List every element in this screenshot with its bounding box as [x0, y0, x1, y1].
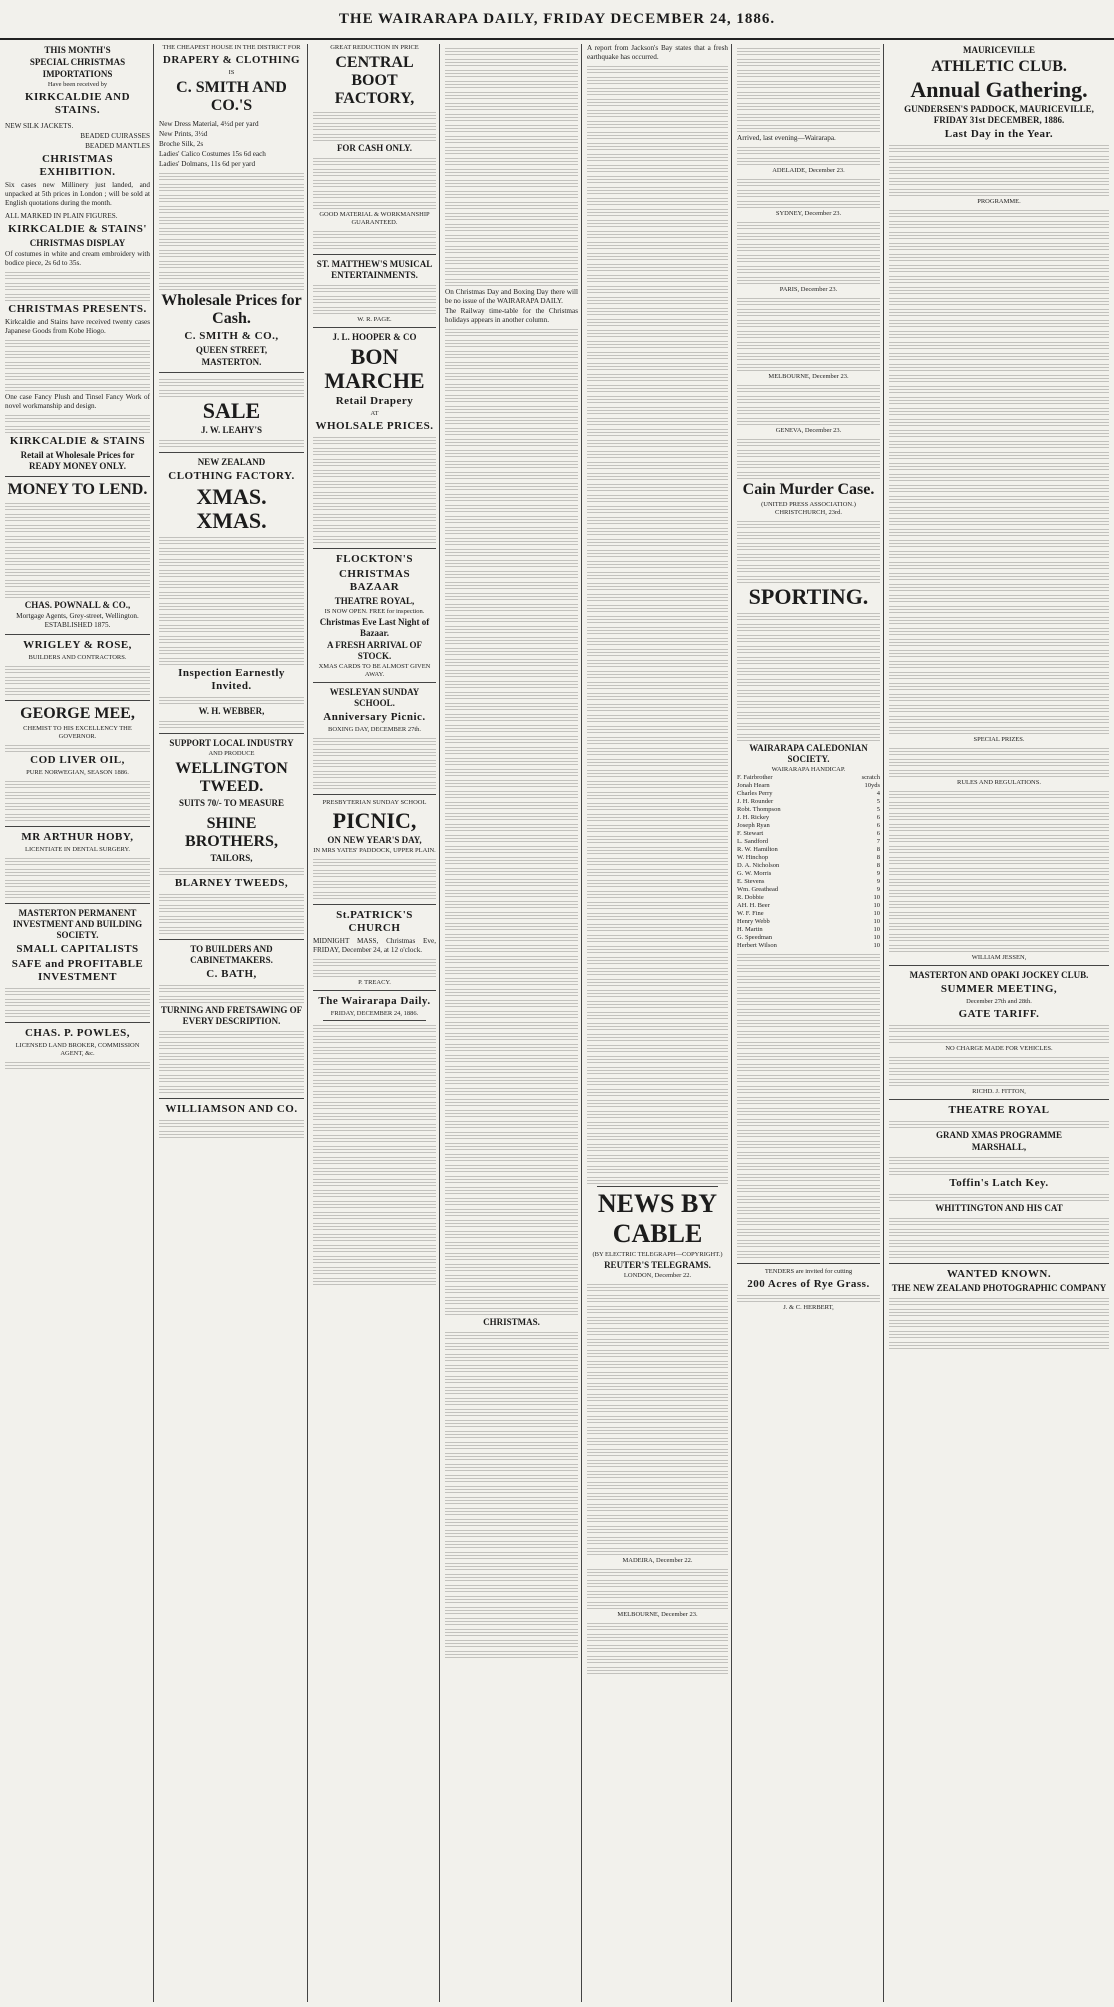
gate-heading: GATE TARIFF.: [958, 1008, 1040, 1020]
cod-sub: PURE NORWEGIAN, SEASON 1886.: [26, 769, 129, 776]
runner-name: H. Martin: [737, 926, 763, 933]
williamson-advert: [159, 1103, 304, 1143]
hooper-name: J. L. HOOPER & CO: [332, 332, 417, 342]
at-line: AT: [370, 410, 379, 417]
webber-name: W. H. WEBBER,: [198, 706, 265, 716]
runner-row: [737, 838, 880, 846]
runner-name: AH. H. Beer: [737, 902, 770, 909]
musical-heading: ST. MATTHEW'S MUSICAL ENTERTAINMENTS.: [316, 259, 433, 280]
runner-handicap: 8: [876, 854, 880, 861]
runner-handicap: 9: [876, 870, 880, 877]
runner-row: [737, 798, 880, 806]
editorial-section: [313, 995, 436, 1290]
blarney-heading: BLARNEY TWEEDS,: [174, 877, 289, 889]
queen-street: QUEEN STREET,: [195, 345, 268, 355]
received-by: Have been received by: [47, 81, 108, 88]
item-line: BEADED MANTLES: [85, 142, 150, 150]
column-4: [442, 44, 582, 2002]
melbourne-dateline-6: MELBOURNE, December 23.: [768, 373, 849, 380]
support-line: SUPPORT LOCAL INDUSTRY: [169, 738, 294, 748]
secretary-name: WILLIAM JESSEN,: [971, 954, 1027, 961]
news-by-cable: NEWS BY CABLE: [597, 1189, 718, 1248]
runner-handicap: 6: [876, 822, 880, 829]
annual-heading: Annual Gathering.: [910, 77, 1088, 102]
bon-heading: BON MARCHE: [324, 344, 425, 393]
wholesale-heading: Wholesale Prices for Cash.: [161, 292, 302, 327]
paper-date: FRIDAY, DECEMBER 24, 1886.: [330, 1010, 419, 1017]
handicap-results: [737, 774, 880, 950]
runner-row: [737, 870, 880, 878]
display-text: Of costumes in white and cream embroidery with bodice piece, 2s 6d to 35s.: [5, 250, 150, 267]
price-line: Broche Silk, 2s: [159, 140, 204, 148]
cheapest-line: THE CHEAPEST HOUSE IN THE DISTRICT FOR: [162, 44, 301, 51]
madeira-dateline: MADEIRA, December 22.: [622, 1557, 693, 1564]
society-name: MASTERTON PERMANENT INVESTMENT AND BUILDING SOCIETY.: [12, 908, 143, 940]
runner-row: [737, 790, 880, 798]
runner-handicap: 10: [873, 918, 880, 925]
runner-name: Jonah Hearn: [737, 782, 770, 789]
runner-handicap: 6: [876, 814, 880, 821]
runner-handicap: 4: [876, 790, 880, 797]
melbourne-dateline: MELBOURNE, December 23.: [617, 1611, 698, 1618]
runner-row: [737, 854, 880, 862]
runner-name: Charles Perry: [737, 790, 773, 797]
runner-row: [737, 934, 880, 942]
newyear-line: ON NEW YEAR'S DAY,: [327, 835, 422, 845]
paper-title: The Wairarapa Daily.: [318, 995, 431, 1007]
runner-row: [737, 846, 880, 854]
eve-line: Christmas Eve Last Night of Bazaar.: [319, 617, 430, 638]
price-line: Ladies' Dolmans, 11s 6d per yard: [159, 160, 256, 168]
london-dateline: LONDON, December 22.: [623, 1272, 692, 1279]
good-line: GOOD MATERIAL & WORKMANSHIP GUARANTEED.: [319, 211, 430, 226]
powles-name: CHAS. P. POWLES,: [24, 1027, 131, 1039]
flockton-name: FLOCKTON'S: [336, 553, 413, 565]
small-capitalists: SMALL CAPITALISTS: [16, 943, 139, 955]
is-line: IS: [228, 69, 235, 76]
intercolonial-news: [737, 46, 880, 1264]
runner-handicap: 10: [873, 902, 880, 909]
treacy-name: P. TREACY.: [358, 979, 391, 986]
cain-sub: (UNITED PRESS ASSOCIATION.): [761, 501, 856, 508]
wrigley-advert: [5, 639, 150, 701]
column-1: [2, 44, 154, 2002]
runner-name: G. Speedman: [737, 934, 773, 941]
masterton-line: MASTERTON.: [201, 357, 262, 367]
smith-name: C. SMITH AND CO.'S: [176, 79, 287, 114]
runner-row: [737, 918, 880, 926]
sydney-dateline: SYDNEY, December 23.: [775, 210, 842, 217]
runner-name: Herbert Wilson: [737, 942, 777, 949]
building-society-advert: [5, 908, 150, 1023]
retail-line: Retail at Wholesale Prices for READY MONEY ONLY.: [20, 450, 135, 471]
open-line: IS NOW OPEN. FREE for inspection.: [324, 608, 425, 615]
leahy-name: J. W. LEAHY'S: [200, 425, 263, 435]
runner-handicap: 10: [873, 894, 880, 901]
special-heading: SPECIAL CHRISTMAS: [29, 57, 126, 67]
athletic-heading: ATHLETIC CLUB.: [931, 58, 1067, 75]
cash-line: FOR CASH ONLY.: [336, 143, 413, 153]
runner-row: [737, 782, 880, 790]
column-2: [156, 44, 308, 2002]
vehicles-line: NO CHARGE MADE FOR VEHICLES.: [945, 1045, 1053, 1052]
boxing-line: BOXING DAY, DECEMBER 27th.: [328, 726, 421, 733]
runner-handicap: 8: [876, 862, 880, 869]
item-line: BEADED CUIRASSES: [80, 132, 150, 140]
runner-handicap: 10: [873, 942, 880, 949]
runner-name: E. Stevens: [737, 878, 765, 885]
column-5: [584, 44, 732, 2002]
handicap-heading: WAIRARAPA HANDICAP.: [771, 766, 846, 773]
cain-heading: Cain Murder Case.: [742, 481, 875, 498]
runner-handicap: 10: [873, 910, 880, 917]
runner-row: [737, 814, 880, 822]
runner-row: [737, 878, 880, 886]
theatre-line: THEATRE ROYAL,: [334, 596, 415, 606]
jockey-heading: MASTERTON AND OPAKI JOCKEY CLUB.: [909, 970, 1089, 980]
fitton-name: RICHD. J. FITTON,: [972, 1088, 1026, 1095]
editorial-column: [445, 46, 578, 1663]
runner-name: F. Fairbrother: [737, 774, 773, 781]
whittington-heading: WHITTINGTON AND HIS CAT: [935, 1203, 1063, 1213]
anniversary-heading: Anniversary Picnic.: [323, 711, 426, 723]
acres-heading: 200 Acres of Rye Grass.: [747, 1278, 870, 1290]
runner-name: W. F. Fine: [737, 910, 764, 917]
timetable-note: The Railway time-table for the Christmas holidays appears in another column.: [445, 307, 578, 324]
wesleyan-heading: WESLEYAN SUNDAY SCHOOL.: [329, 687, 420, 708]
importations-heading: IMPORTATIONS: [42, 69, 113, 79]
no-issue-note: On Christmas Day and Boxing Day there will be no issue of the WAIRARAPA DAILY.: [445, 288, 578, 305]
runner-handicap: scratch: [861, 774, 880, 781]
mee-name: GEORGE MEE,: [20, 705, 135, 722]
runner-handicap: 9: [876, 886, 880, 893]
jackson-report: A report from Jackson's Bay states that a fresh earthquake has occurred.: [587, 44, 728, 61]
presbyterian-advert: [313, 799, 436, 905]
kirkcaldie-advert: [5, 45, 150, 477]
firm-name-2: KIRKCALDIE & STAINS': [8, 223, 147, 235]
theatre-advert: [889, 1104, 1109, 1264]
price-line: New Dress Material, 4½d per yard: [159, 120, 259, 128]
news-column: [587, 44, 728, 1679]
mee-sub: CHEMIST TO HIS EXCELLENCY THE GOVERNOR.: [23, 725, 132, 740]
runner-name: J. H. Rickey: [737, 814, 770, 821]
money-advert: [5, 481, 150, 635]
hoby-sub: LICENTIATE IN DENTAL SURGERY.: [25, 846, 130, 853]
paddock-line: GUNDERSEN'S PADDOCK, MAURICEVILLE, FRIDAY 31st DECEMBER, 1886.: [904, 104, 1094, 125]
runner-row: [737, 886, 880, 894]
reuter-heading: REUTER'S TELEGRAMS.: [604, 1260, 711, 1270]
runner-name: J. H. Rounder: [737, 798, 774, 805]
runner-name: L. Sandford: [737, 838, 769, 845]
money-heading: MONEY TO LEND.: [7, 481, 148, 498]
last-day-line: Last Day in the Year.: [944, 128, 1054, 140]
musical-advert: [313, 259, 436, 328]
wanted-heading: WANTED KNOWN.: [946, 1268, 1052, 1280]
stpatrick-heading: St.PATRICK'S CHURCH: [336, 909, 413, 934]
leahy-advert: [159, 377, 304, 453]
photo-advert: [889, 1268, 1109, 1354]
exhibition-text: Six cases new Millinery just landed, and unpacked at 5th prices in London ; will be sold at English quotations during the month.: [5, 181, 150, 207]
runner-handicap: 6: [876, 830, 880, 837]
bath-advert: [159, 944, 304, 1099]
runner-handicap: 8: [876, 846, 880, 853]
shine-name: SHINE BROTHERS,: [185, 815, 278, 850]
cod-heading: COD LIVER OIL,: [30, 754, 125, 766]
runner-name: W. Hinchop: [737, 854, 769, 861]
hoby-name: MR ARTHUR HOBY,: [21, 831, 134, 843]
item-line: NEW SILK JACKETS.: [5, 122, 74, 130]
smith-advert: [159, 44, 304, 373]
runner-name: R. Dobbie: [737, 894, 764, 901]
price-line: New Prints, 3½d: [159, 130, 208, 138]
presents-heading: CHRISTMAS PRESENTS.: [8, 303, 147, 315]
runner-row: [737, 902, 880, 910]
runner-row: [737, 894, 880, 902]
picnic-heading: PICNIC,: [332, 808, 417, 833]
produce-line: AND PRODUCE: [208, 750, 255, 757]
caledonian-heading: WAIRARAPA CALEDONIAN SOCIETY.: [749, 743, 868, 764]
summer-date: December 27th and 28th.: [966, 998, 1032, 1005]
tweed-advert: [159, 738, 304, 940]
boot-factory-advert: [313, 44, 436, 255]
williamson-name: WILLIAMSON AND CO.: [165, 1103, 298, 1115]
jockey-advert: [889, 970, 1109, 1100]
runner-row: [737, 822, 880, 830]
wrigley-sub: BUILDERS AND CONTRACTORS.: [28, 654, 127, 661]
inspection-line: Inspection Earnestly Invited.: [178, 667, 285, 692]
builders-heading: TO BUILDERS AND CABINETMAKERS.: [190, 944, 273, 965]
smith-name-2: C. SMITH & CO.,: [184, 330, 279, 342]
tailors-line: TAILORS,: [210, 853, 253, 863]
runner-handicap: 7: [876, 838, 880, 845]
powles-advert: [5, 1027, 150, 1074]
paris-dateline: PARIS, December 23.: [779, 286, 838, 293]
arrived-line: Arrived, last evening—Wairarapa.: [737, 134, 836, 142]
bazaar-heading: CHRISTMAS BAZAAR: [338, 568, 411, 593]
runner-name: D. A. Nicholson: [737, 862, 780, 869]
theatre-heading: THEATRE ROYAL: [948, 1104, 1050, 1116]
geneva-dateline: GENEVA, December 23.: [775, 427, 842, 434]
arrival-line: A FRESH ARRIVAL OF STOCK.: [326, 640, 423, 661]
bazaar-advert: [313, 553, 436, 683]
sporting-heading: SPORTING.: [748, 584, 869, 609]
runner-handicap: 9: [876, 878, 880, 885]
runner-handicap: 10: [873, 934, 880, 941]
safe-investment: SAFE and PROFITABLE INVESTMENT: [11, 958, 144, 983]
xmas-heading: XMAS. XMAS.: [196, 484, 267, 533]
runner-name: R. W. Hamilton: [737, 846, 778, 853]
marked-line: ALL MARKED IN PLAIN FIGURES.: [5, 212, 118, 220]
tweed-heading: WELLINGTON TWEED.: [175, 760, 288, 795]
cards-line: XMAS CARDS TO BE ALMOST GIVEN AWAY.: [318, 663, 431, 678]
tenders-line: TENDERS are invited for cutting: [764, 1268, 853, 1275]
runner-row: [737, 926, 880, 934]
runner-name: Robt. Thompson: [737, 806, 781, 813]
mauriceville-heading: MAURICEVILLE: [962, 45, 1035, 55]
midnight-text: MIDNIGHT MASS, Christmas Eve, FRIDAY, December 24, at 12 o'clock.: [313, 937, 436, 954]
runner-name: G. W. Morris: [737, 870, 772, 877]
summer-heading: SUMMER MEETING,: [940, 983, 1058, 995]
new-zealand: NEW ZEALAND: [197, 457, 266, 467]
factory-heading: CLOTHING FACTORY.: [168, 470, 295, 482]
tender-advert: [737, 1268, 880, 1315]
christchurch-dateline: CHRISTCHURCH, 23rd.: [775, 509, 842, 516]
presby-heading: PRESBYTERIAN SUNDAY SCHOOL: [322, 799, 427, 806]
sale-heading: SALE: [202, 398, 261, 423]
runner-row: [737, 942, 880, 950]
powles-sub: LICENSED LAND BROKER, COMMISSION AGENT, &c.: [15, 1042, 140, 1057]
runner-name: F. Stewart: [737, 830, 764, 837]
runner-name: Henry Webb: [737, 918, 770, 925]
display-heading: CHRISTMAS DISPLAY: [29, 238, 126, 248]
exhibition-heading: CHRISTMAS EXHIBITION.: [39, 153, 116, 178]
presents-text: Kirkcaldie and Stains have received twenty cases Japanese Goods from Kobe Hiogo.: [5, 318, 150, 335]
runner-handicap: 5: [876, 798, 880, 805]
runner-handicap: 5: [876, 806, 880, 813]
price-line: Ladies' Calico Costumes 15s 6d each: [159, 150, 266, 158]
photo-heading: THE NEW ZEALAND PHOTOGRAPHIC COMPANY: [891, 1283, 1107, 1293]
bath-name: C. BATH,: [206, 968, 257, 980]
yates-line: IN MRS YATES' PADDOCK, UPPER PLAIN.: [313, 847, 436, 854]
central-heading: CENTRAL BOOT FACTORY,: [334, 54, 415, 107]
page-name: W. R. PAGE.: [357, 316, 392, 323]
masthead: [0, 0, 1114, 40]
marshall-name: MARSHALL,: [971, 1142, 1027, 1152]
drapery-heading: DRAPERY & CLOTHING: [162, 54, 301, 66]
column-7: [886, 44, 1112, 2002]
bon-marche-advert: [313, 332, 436, 549]
rules-heading: RULES AND REGULATIONS.: [957, 779, 1041, 786]
runner-row: [737, 806, 880, 814]
telegraph-line: (BY ELECTRIC TELEGRAPH—COPYRIGHT.): [592, 1251, 723, 1258]
mee-advert: [5, 705, 150, 827]
runner-row: [737, 830, 880, 838]
wholesale-heading-3: WHOLSALE PRICES.: [315, 420, 434, 432]
stpatrick-advert: [313, 909, 436, 991]
firm-name-3: KIRKCALDIE & STAINS: [9, 435, 146, 447]
toffin-heading: Toffin's Latch Key.: [949, 1177, 1049, 1189]
retail-heading: Retail Drapery: [335, 395, 414, 407]
special-heading: SPECIAL PRIZES.: [973, 736, 1025, 743]
runner-name: Joseph Ryan: [737, 822, 770, 829]
herbert-name: J. & C. HERBERT,: [783, 1304, 834, 1311]
grand-heading: GRAND XMAS PROGRAMME: [936, 1130, 1062, 1140]
runner-handicap: 10: [873, 926, 880, 933]
clothing-factory-advert: [159, 457, 304, 734]
reduction-line: GREAT REDUCTION IN PRICE: [330, 44, 419, 51]
runner-row: [737, 910, 880, 918]
christmas-heading: CHRISTMAS.: [483, 1317, 540, 1327]
runner-handicap: 10yds: [864, 782, 880, 789]
suits-line: SUITS 70/- TO MEASURE: [179, 798, 284, 808]
runner-row: [737, 862, 880, 870]
column-3: [310, 44, 440, 2002]
athletic-advert: [889, 45, 1109, 966]
runner-name: Wm. Greathead: [737, 886, 779, 893]
adelaide-dateline: ADELAIDE, December 23.: [772, 167, 845, 174]
masthead-title: THE WAIRARAPA DAILY, FRIDAY DECEMBER 24, 1886.: [338, 10, 776, 27]
firm-name: KIRKCALDIE AND STAINS.: [24, 91, 131, 116]
wesleyan-advert: [313, 687, 436, 795]
column-6: [734, 44, 884, 2002]
runner-row: [737, 774, 880, 782]
months-heading: THIS MONTH'S: [44, 45, 111, 55]
hoby-advert: [5, 831, 150, 904]
pownall-name: CHAS. POWNALL & CO.,: [24, 600, 131, 610]
pownall-sub: Mortgage Agents, Grey-street, Wellington. ESTABLISHED 1875.: [16, 612, 139, 629]
programme-heading: PROGRAMME.: [977, 198, 1021, 205]
turning-line: TURNING AND FRETSAWING OF EVERY DESCRIPTION.: [160, 1005, 303, 1026]
wrigley-name: WRIGLEY & ROSE,: [23, 639, 132, 651]
fancy-text: One case Fancy Plush and Tinsel Fancy Work of novel workmanship and design.: [5, 393, 150, 410]
